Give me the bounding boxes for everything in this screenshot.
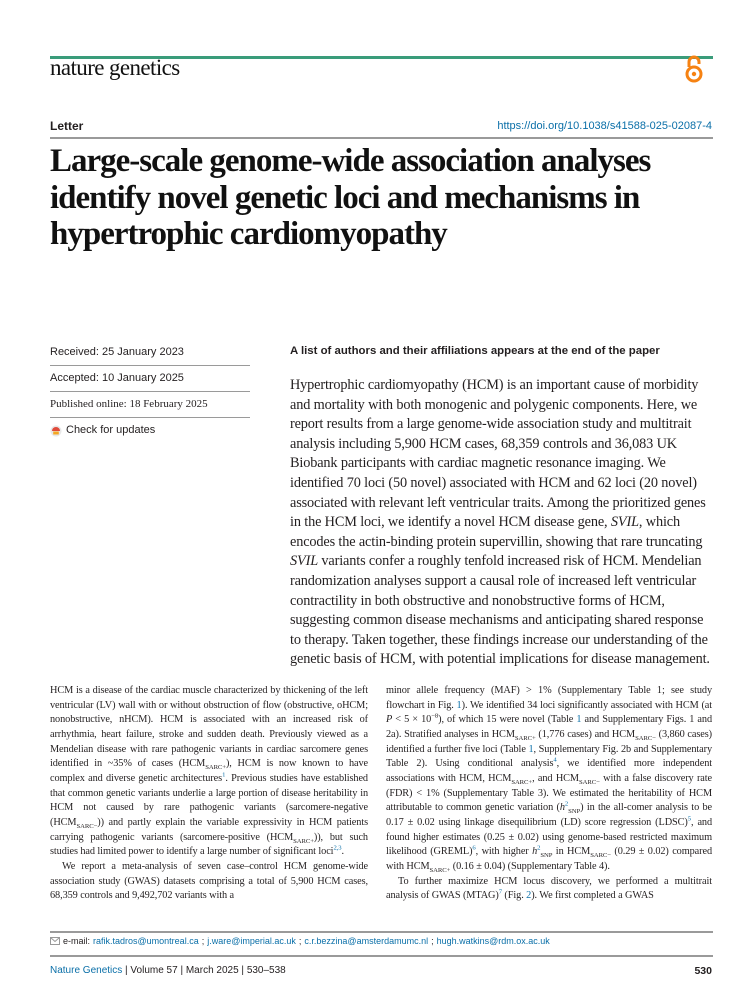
text-segment: )), but such studies had limited power to identify a large number of significant loci	[50, 831, 368, 858]
text-segment: in HCM	[552, 846, 591, 858]
text-segment: . Previous studies have established that common genetic variants underlie a large portion of disease heritability in HCM not caused by rare pathogenic variants (sarcomere-negative (HCM	[50, 772, 368, 828]
subscript: SARC−	[590, 852, 611, 860]
subscript: SARC+	[511, 778, 533, 786]
body-column-left	[50, 684, 368, 904]
subscript: SNP	[568, 808, 581, 816]
text-segment: , with higher	[475, 846, 533, 858]
received-date: Received: 25 January 2023	[50, 340, 250, 366]
text-segment: with a false discovery rate (FDR) < 1% (Supplementary Table 3). We estimated the heritability of HCM attributable to common genetic variation (	[386, 772, 712, 814]
text-segment: and Supplementary Figs. 1 and 2a). Stratified analyses in HCM	[386, 714, 712, 740]
text-segment: < 5 × 10	[392, 714, 432, 726]
superscript: 1	[222, 771, 226, 779]
figure-reference-link[interactable]: 1	[456, 699, 462, 711]
text-segment: variants confer a roughly tenfold increased risk of HCM. Mendelian randomization analyses support a causal role of increased left ventricular contractility in both obstructive and nonobstructive forms of HCM, suggesting common disease mechanisms and anticipating shared response to therapy. Taken together, these findings increase our understanding of the genetic basis of HCM, with potential implications for disease management.	[290, 553, 710, 668]
text-segment: ), of which 15 were novel (Table	[438, 714, 577, 726]
article-type: Letter	[50, 119, 84, 133]
footer-date: March 2025	[185, 965, 239, 976]
envelope-icon	[50, 937, 60, 945]
superscript: 5	[687, 815, 692, 823]
subscript: SARC−	[579, 778, 600, 786]
check-for-updates-button[interactable]	[50, 418, 250, 443]
email-link[interactable]: hugh.watkins@rdm.ox.ac.uk	[436, 936, 550, 946]
page-number: 530	[694, 965, 712, 977]
subscript: SARC−	[635, 735, 656, 743]
subscript: SNP	[540, 852, 553, 860]
divider	[50, 137, 713, 139]
superscript: 4	[553, 756, 557, 764]
email-label: e-mail:	[63, 936, 91, 946]
doi-link[interactable]: https://doi.org/10.1038/s41588-025-02087-4	[497, 120, 712, 132]
subscript: SARC+	[293, 837, 314, 845]
superscript: 2,3	[333, 844, 342, 852]
authors-note: A list of authors and their affiliations appears at the end of the paper	[290, 345, 660, 357]
body-paragraph	[386, 684, 712, 875]
footer-volume: Volume 57	[130, 965, 178, 976]
superscript: 6	[472, 844, 476, 852]
body-paragraph	[386, 875, 712, 904]
subscript: SARC+	[429, 866, 451, 874]
divider	[50, 931, 713, 933]
text-segment: )) and partly explain the variable expressivity in HCM patients carrying pathogenic variants (sarcomere-positive (HCM	[50, 816, 368, 843]
text-segment: SVIL	[610, 514, 639, 531]
email-link[interactable]: c.r.bezzina@amsterdamumc.nl	[304, 936, 429, 946]
figure-reference-link[interactable]: 1	[576, 714, 582, 726]
journal-logo: nature genetics	[50, 55, 180, 80]
subscript: SARC+	[205, 764, 226, 772]
superscript: 2	[564, 800, 569, 808]
figure-reference-link[interactable]: 2	[526, 890, 532, 902]
text-segment: , and HCM	[532, 772, 579, 784]
figure-reference-link[interactable]: 1	[528, 743, 534, 755]
correspondence: e-mail: rafik.tadros@umontreal.ca ; j.ware@imperial.ac.uk ; c.r.bezzina@amsterdamumc.nl ; hugh.watkins@rdm.ox.ac.uk	[50, 936, 550, 946]
text-segment: , Supplementary Fig. 2b and Supplementary Table 2). Using conditional analysis	[386, 743, 713, 770]
check-updates-icon	[50, 425, 62, 437]
text-segment: ), HCM is now known to have complex and diverse genetic architectures	[50, 758, 368, 784]
body-paragraph	[50, 860, 368, 904]
text-segment: minor allele frequency (MAF) > 1% (Supplementary Table 1; see study flowchart in Fig.	[386, 685, 712, 711]
text-segment: We report a meta-analysis of seven case–control HCM genome-wide association study (GWAS) datasets comprising a total of 5,900 HCM cases, 68,359 controls and 9,492,702 variants with a	[50, 860, 368, 902]
text-segment: , which encodes the actin-binding protein supervillin, showing that rare truncating	[290, 514, 703, 550]
footer-pages: 530–538	[246, 965, 286, 976]
email-link[interactable]: rafik.tadros@umontreal.ca	[93, 936, 199, 946]
text-segment: (Fig.	[501, 890, 527, 902]
text-segment: To further maximize HCM locus discovery, we performed a multitrait analysis of GWAS (MTAG)	[386, 875, 712, 902]
article-history	[50, 340, 250, 443]
text-segment: (0.29 ± 0.02) compared with HCM	[386, 846, 712, 872]
divider	[50, 955, 713, 957]
subscript: SARC−	[76, 822, 98, 830]
superscript: 2	[537, 844, 541, 852]
text-segment: SVIL	[290, 553, 318, 570]
article-title: Large-scale genome-wide association analyses identify novel genetic loci and mechanisms in hypertrophic cardiomyopathy	[50, 143, 651, 252]
text-segment: Hypertrophic cardiomyopathy (HCM) is an important cause of morbidity and mortality with both monogenic and polygenic components. Here, we report results from a large genome-wide association study and multitrait analysis including 5,900 HCM cases, 68,359 controls and 36,083 UK Biobank participants with cardiac magnetic resonance imaging. We identified 70 loci (50 novel) associated with HCM and 62 loci (20 novel) associated with relevant left ventricular traits. Among the prioritized genes in the HCM loci, we identify a novel HCM disease gene,	[290, 377, 706, 531]
text-segment: , we identified more independent associations with HCM, HCM	[386, 758, 712, 784]
published-date: Published online: 18 February 2025	[50, 392, 250, 418]
text-segment: HCM is a disease of the cardiac muscle characterized by thickening of the left ventricular (LV) wall with or without obstruction of flow (obstructive, oHCM; nonobstructive, nHCM). HCM is associated with an increased risk of arrhythmia, heart failure, stroke and sudden death. Previously viewed as a Mendelian disease with rare pathogenic variants in cardiac sarcomere genes identified in ~35% of cases (HCM	[50, 685, 368, 770]
footer-journal[interactable]: Nature Genetics	[50, 965, 123, 976]
body-column-right	[386, 684, 712, 904]
text-segment: (3,860 cases) identified a further five loci (Table	[386, 728, 712, 755]
accepted-date: Accepted: 10 January 2025	[50, 366, 250, 392]
body-paragraph	[50, 684, 368, 860]
text-segment: ). We identified 34 loci significantly associated with HCM (at	[461, 699, 712, 711]
text-segment: (1,776 cases) and HCM	[535, 728, 636, 740]
check-updates-label: Check for updates	[66, 424, 156, 436]
text-segment: h	[532, 846, 538, 858]
text-segment: P	[386, 714, 393, 726]
text-segment: .	[341, 846, 344, 858]
text-segment: h	[559, 802, 565, 814]
superscript: −8	[431, 712, 439, 720]
text-segment: , and found higher estimates (0.25 ± 0.02) using genome-based restricted maximum likelihood (GREML)	[386, 816, 713, 858]
superscript: 7	[498, 888, 502, 896]
email-link[interactable]: j.ware@imperial.ac.uk	[207, 936, 296, 946]
footer-citation: Nature Genetics | Volume 57 | March 2025 | 530–538	[50, 965, 286, 976]
open-access-lock-icon	[684, 55, 704, 83]
text-segment: ) in the all-comer analysis to be 0.17 ± 0.02 using linkage disequilibrium (LD) score regression (LDSC)	[386, 802, 713, 828]
text-segment: (0.16 ± 0.04) (Supplementary Table 4).	[450, 860, 610, 872]
subscript: SARC+	[514, 735, 536, 743]
text-segment: ). We first completed a GWAS	[531, 890, 654, 902]
abstract	[290, 376, 713, 670]
